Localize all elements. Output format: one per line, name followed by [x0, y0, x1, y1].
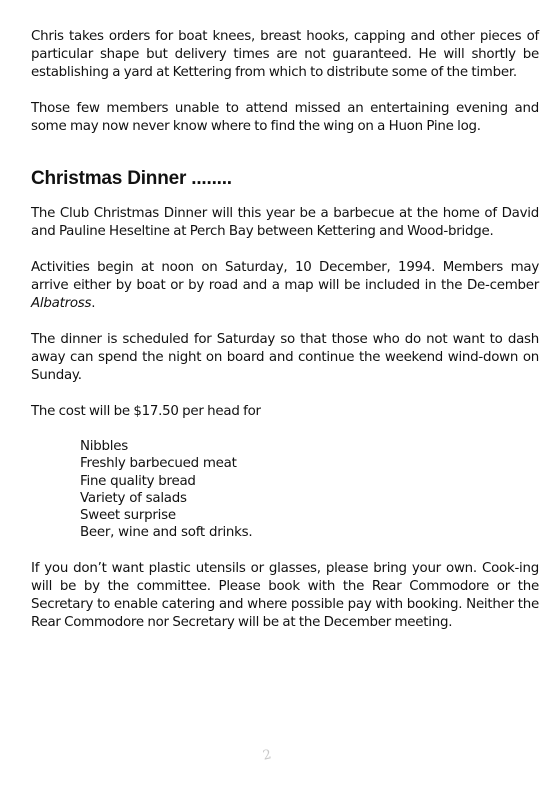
- section-heading-christmas-dinner: Christmas Dinner ........: [31, 168, 232, 189]
- menu-item: Fine quality bread: [80, 473, 196, 489]
- menu-item: Freshly barbecued meat: [80, 456, 237, 472]
- paragraph-dinner-venue: The Club Christmas Dinner will this year be a barbecue at the home of David and Pauline Heseltine at Perch Bay between Kettering and Wood-bridge.: [31, 206, 539, 239]
- albatross-title: Albatross: [31, 296, 92, 311]
- intro-paragraph-evening-summary: Those few members unable to attend missed an entertaining evening and some may now never know where to find the wing on a Huon Pine log.: [31, 101, 539, 134]
- paragraph-booking-info: If you don’t want plastic utensils or glasses, please bring your own. Cook-ing will be by the committee. Please book with the Rear Commodore or the Secretary to enable catering and where possible pay with booking. Neither the Rear Commodore nor Secretary will be at the December meeting.: [31, 560, 539, 630]
- activities-text-end: .: [91, 296, 96, 311]
- menu-item: Beer, wine and soft drinks.: [80, 525, 253, 541]
- menu-item: Variety of salads: [80, 490, 187, 506]
- menu-list: [31, 438, 539, 542]
- menu-item: Nibbles: [80, 439, 128, 454]
- paragraph-activities-schedule: [31, 259, 539, 313]
- intro-paragraph-timber-orders: Chris takes orders for boat knees, breast hooks, capping and other pieces of particular shape but delivery times are not guaranteed. He will shortly be establishing a yard at Kettering from which to distribute some of the timber.: [31, 29, 539, 80]
- paragraph-saturday-reason: The dinner is scheduled for Saturday so that those who do not want to dash away can spend the night on board and continue the weekend wind-down on Sunday.: [31, 332, 539, 383]
- menu-item: Sweet surprise: [80, 508, 176, 524]
- page-number: 2: [261, 747, 273, 764]
- activities-text: Activities begin at noon on Saturday, 10 December, 1994. Members may arrive either by boat or by road and a map will be included in the De-cember: [31, 260, 539, 293]
- document-page: [31, 28, 539, 632]
- paragraph-cost: The cost will be $17.50 per head for: [31, 404, 261, 419]
